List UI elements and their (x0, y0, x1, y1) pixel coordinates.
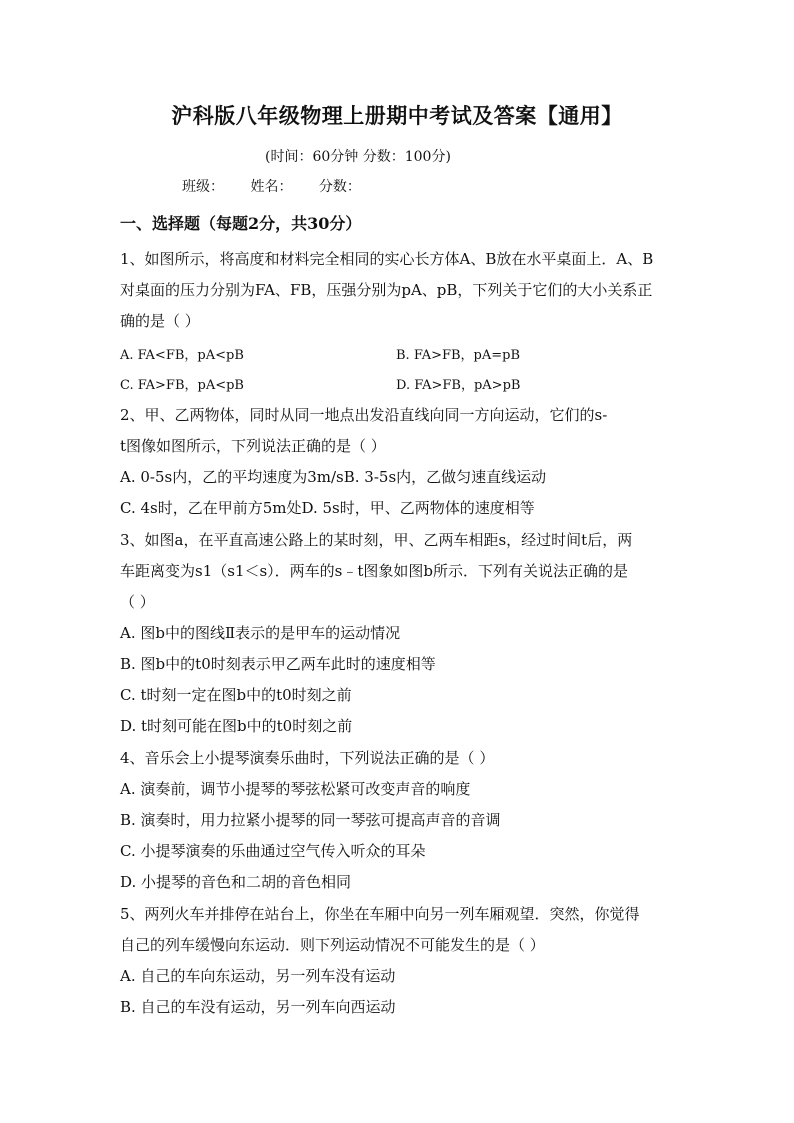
q1-option-c: C. FA>FB，pA<pB (120, 378, 244, 393)
q1-option-a: A. FA<FB，pA<pB (120, 348, 244, 363)
q1-text-line1: 1、如图所示，将高度和材料完全相同的实心长方体A、B放在水平桌面上．A、B (120, 250, 654, 268)
q5-option-a: A. 自己的车向东运动，另一列车没有运动 (120, 967, 396, 985)
q5-option-b: B. 自己的车没有运动，另一列车向西运动 (120, 998, 396, 1016)
section-title: 一、选择题（每题2分，共30分） (120, 214, 362, 233)
q5-text-line2: 自己的列车缓慢向东运动．则下列运动情况不可能发生的是（ ） (120, 936, 545, 954)
q4-option-b: B. 演奏时，用力拉紧小提琴的同一琴弦可提高声音的音调 (120, 811, 501, 829)
q2-text-line1: 2、甲、乙两物体，同时从同一地点出发沿直线向同一方向运动，它们的s- (120, 406, 608, 424)
q4-option-a: A. 演奏前，调节小提琴的琴弦松紧可改变声音的响度 (120, 780, 471, 798)
q3-text-line2: 车距离变为s1（s1＜s）．两车的s﹣t图象如图b所示．下列有关说法正确的是 (120, 562, 629, 580)
q3-option-b: B. 图b中的t0时刻表示甲乙两车此时的速度相等 (120, 655, 436, 673)
q2-options-cd: C. 4s时，乙在甲前方5m处D. 5s时，甲、乙两物体的速度相等 (120, 499, 535, 517)
page-title: 沪科版八年级物理上册期中考试及答案【通用】 (171, 103, 623, 128)
exam-time-score: (时间：60分钟 分数：100分) (265, 149, 451, 165)
q3-option-d: D. t时刻可能在图b中的t0时刻之前 (120, 717, 353, 735)
q3-option-a: A. 图b中的图线Ⅱ表示的是甲车的运动情况 (120, 624, 401, 642)
student-info-row (182, 176, 383, 196)
q4-text-line1: 4、音乐会上小提琴演奏乐曲时，下列说法正确的是（ ） (120, 749, 495, 767)
q5-text-line1: 5、两列火车并排停在站台上，你坐在车厢中向另一列车厢观望．突然，你觉得 (120, 905, 640, 923)
q3-text-line1: 3、如图a，在平直高速公路上的某时刻，甲、乙两车相距s，经过时间t后，两 (120, 531, 633, 549)
q4-option-c: C. 小提琴演奏的乐曲通过空气传入听众的耳朵 (120, 842, 426, 860)
class-label: 班级： (182, 179, 224, 195)
q1-text-line2: 对桌面的压力分别为FA、FB，压强分别为pA、pB，下列关于它们的大小关系正 (120, 281, 653, 299)
q3-option-c: C. t时刻一定在图b中的t0时刻之前 (120, 686, 352, 704)
q1-option-b: B. FA>FB，pA=pB (396, 348, 521, 363)
q1-text-line3: 确的是（ ） (120, 312, 200, 330)
q2-options-ab: A. 0-5s内，乙的平均速度为3m/sB. 3-5s内，乙做匀速直线运动 (120, 468, 547, 486)
name-label: 姓名： (250, 179, 293, 195)
score-label: 分数： (318, 179, 361, 195)
q1-option-d: D. FA>FB，pA>pB (396, 378, 521, 393)
q2-text-line2: t图像如图所示，下列说法正确的是（ ） (120, 437, 386, 455)
q4-option-d: D. 小提琴的音色和二胡的音色相同 (120, 873, 352, 891)
q3-text-line3: （ ） (120, 593, 155, 611)
